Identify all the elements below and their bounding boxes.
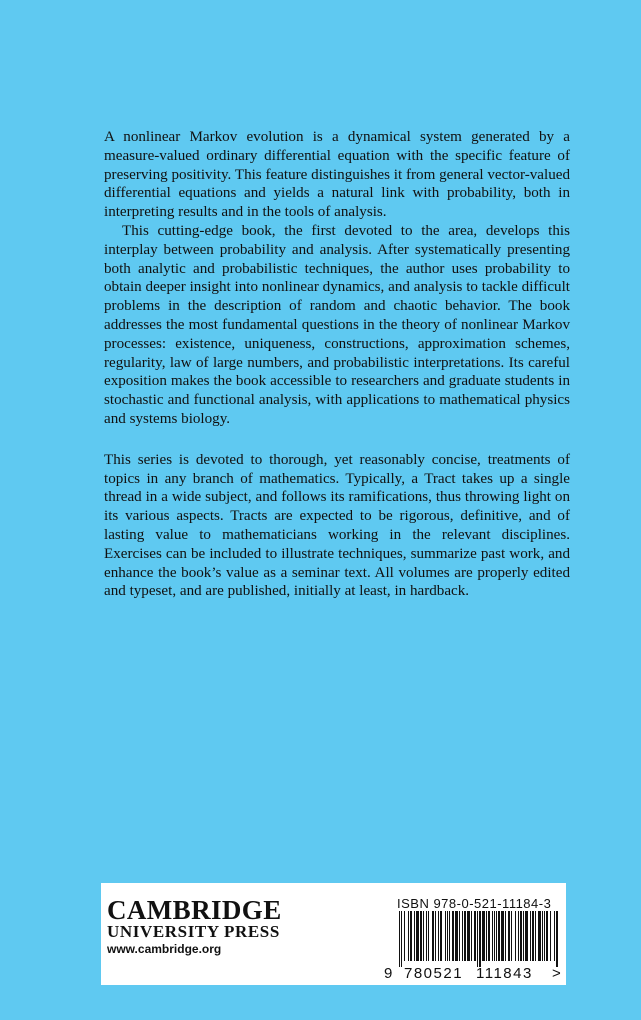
publisher-logo-press: UNIVERSITY PRESS xyxy=(107,922,280,941)
publisher-logo-name: CAMBRIDGE xyxy=(107,895,282,925)
barcode-digit-first: 9 xyxy=(384,965,393,982)
back-cover-blurb xyxy=(104,128,570,601)
series-description: This series is devoted to thorough, yet reasonably concise, treatments of topics in any branch of mathematics. Typically, a Tract takes up a single thread in a wide subject, and follows its ramifications, thus throwing light on its various aspects. Tracts are expected to be rigorous, definitive, and of lasting value to mathematicians working in the relevant disciplines. Exercises can be included to illustrate techniques, summarize past work, and enhance the book’s value as a seminar text. All volumes are properly edited and typeset, and are published, initially at least, in hardback. xyxy=(104,451,570,600)
barcode-quiet-zone-arrow: > xyxy=(552,965,561,982)
blurb-paragraph-2: This cutting-edge book, the first devoted to the area, develops this interplay between probability and analysis. After systematically presenting both analytic and probabilistic techniques, the author uses probability to obtain deeper insight into nonlinear dynamics, and analysis to tackle difficult problems in the description of random and chaotic behavior. The book addresses the most fundamental questions in the theory of nonlinear Markov processes: existence, uniqueness, constructions, approximation schemes, regularity, law of large numbers, and probabilistic interpretations. Its careful exposition makes the book accessible to researchers and graduate students in stochastic and functional analysis, with applications to mathematical physics and systems biology. xyxy=(104,222,570,427)
publisher-footer-box xyxy=(101,883,566,985)
blurb-paragraph-1: A nonlinear Markov evolution is a dynamical system generated by a measure-valued ordinary differential equation with the specific feature of preserving positivity. This feature distinguishes it from general vector-valued differential equations and yields a natural link with probability, both in interpreting results and in the tools of analysis. xyxy=(104,129,570,221)
barcode-digits-right: 111843 xyxy=(476,965,533,982)
isbn-barcode xyxy=(397,911,561,967)
isbn-label: ISBN 978-0-521-11184-3 xyxy=(397,896,552,911)
barcode-digits-left: 780521 xyxy=(404,965,464,982)
publisher-url: www.cambridge.org xyxy=(107,942,222,956)
